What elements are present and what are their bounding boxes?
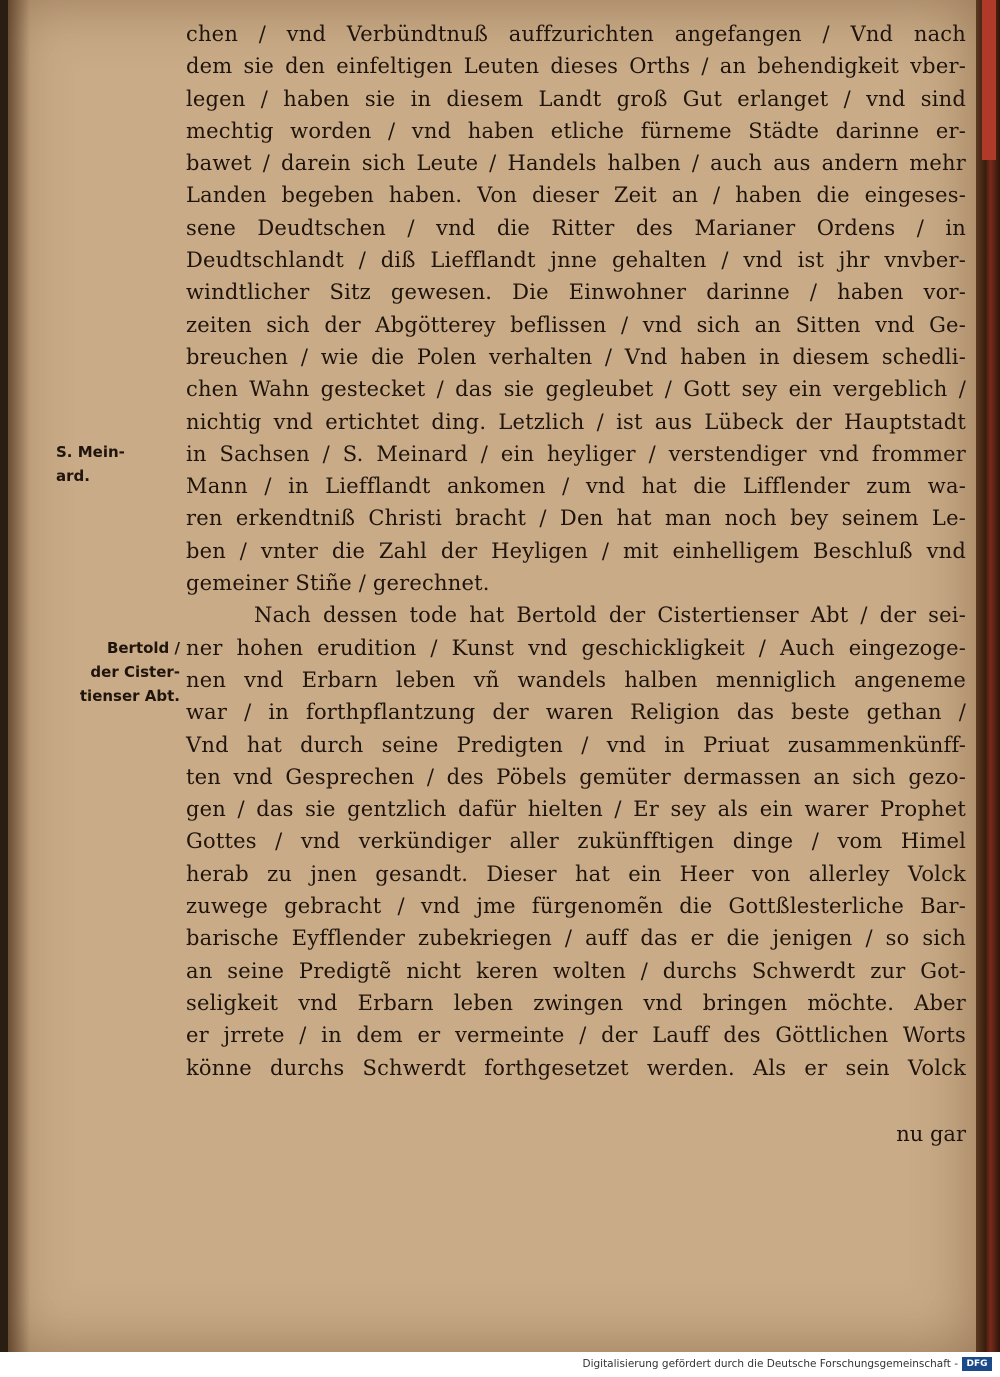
marginal-note-meinard [56,440,180,488]
marginal-note-bertold [56,636,180,708]
text-line: Vnd hat durch seine Predigten / vnd in Priuat zusammenkünff- [186,732,966,757]
text-line: chen / vnd Verbündtnuß auffzurichten angefangen / Vnd nach [186,22,966,46]
text-line: seligkeit vnd Erbarn leben zwingen vnd bringen möchte. Aber [186,990,966,1015]
text-line: an seine Predigtẽ nicht keren wolten / durchs Schwerdt zur Got- [186,958,966,983]
text-line: gemeiner Stiñe / gerechnet. [186,571,490,596]
text-line: ben / vnter die Zahl der Heyligen / mit einhelligem Beschluß vnd [186,538,966,563]
text-line: er jrrete / in dem er vermeinte / der Lauff des Göttlichen Worts [186,1023,966,1048]
bookmark-ribbon [982,0,996,160]
text-line: barische Eyfflender zubekriegen / auff das er die jenigen / so sich [186,926,966,951]
text-line: Landen begeben haben. Von dieser Zeit an / haben die eingeses- [186,183,966,208]
text-line: ner hohen erudition / Kunst vnd geschickligkeit / Auch eingezoge- [186,635,966,660]
paragraph-start-line: Nach dessen tode hat Bertold der Cistertienser Abt / der sei- [254,603,966,628]
text-line: nen vnd Erbarn leben vñ wandels halben menniglich angeneme [186,667,966,692]
text-line: legen / haben sie in diesem Landt groß Gut erlanget / vnd sind [186,86,966,111]
text-line: könne durchs Schwerdt forthgesetzet werden. Als er sein Volck [186,1055,966,1080]
text-line: ten vnd Gesprechen / des Pöbels gemüter dermassen an sich gezo- [186,764,966,789]
footer-bar [0,1352,1000,1377]
marginal-line: Bertold / [106,639,180,657]
text-line: Gottes / vnd verkündiger aller zukünfftigen dinge / vom Himel [186,829,966,854]
catchword: nu gar [896,1122,966,1146]
marginal-line: tienser Abt. [79,687,180,705]
text-line: in Sachsen / S. Meinard / ein heyliger / verstendiger vnd frommer [186,441,966,466]
dfg-logo: DFG [962,1357,992,1371]
book-edge [976,0,1000,1352]
marginal-line: der Cister- [90,663,180,681]
text-line: Deudtschlandt / diß Liefflandt jnne gehalten / vnd ist jhr vnvber- [186,248,966,273]
text-line: dem sie den einfeltigen Leuten dieses Orths / an behendigkeit vber- [186,54,966,79]
text-line: windtlicher Sitz gewesen. Die Einwohner darinne / haben vor- [186,280,966,305]
body-text [186,18,966,1084]
text-line: herab zu jnen gesandt. Dieser hat ein Heer von allerley Volck [186,861,966,886]
marginal-line: S. Mein- [56,443,125,461]
text-line: chen Wahn gestecket / das sie gegleubet / Gott sey ein vergeblich / [186,377,966,402]
text-line: zeiten sich der Abgötterey beflissen / vnd sich an Sitten vnd Ge- [186,312,966,337]
marginal-line: ard. [56,467,90,485]
text-line: ren erkendtniß Christi bracht / Den hat man noch bey seinem Le- [186,506,966,531]
text-line: mechtig worden / vnd haben etliche fürneme Städte darinne er- [186,118,966,143]
text-line: Mann / in Liefflandt ankomen / vnd hat die Lifflender zum wa- [186,474,966,499]
text-line: zuwege gebracht / vnd jme fürgenomẽn die Gottßlesterliche Bar- [186,894,966,919]
text-line: war / in forthpflantzung der waren Religion das beste gethan / [186,700,966,725]
gutter-shadow [8,0,30,1352]
text-line: breuchen / wie die Polen verhalten / Vnd haben in diesem schedli- [186,344,966,369]
text-line: bawet / darein sich Leute / Handels halben / auch aus andern mehr [186,151,966,176]
text-line: nichtig vnd ertichtet ding. Letzlich / ist aus Lübeck der Hauptstadt [186,409,966,434]
text-line: sene Deudtschen / vnd die Ritter des Marianer Ordens / in [186,215,966,240]
text-line: gen / das sie gentzlich dafür hielten / Er sey als ein warer Prophet [186,797,966,822]
funding-credit: Digitalisierung gefördert durch die Deutsche Forschungsgemeinschaft - [582,1358,958,1370]
